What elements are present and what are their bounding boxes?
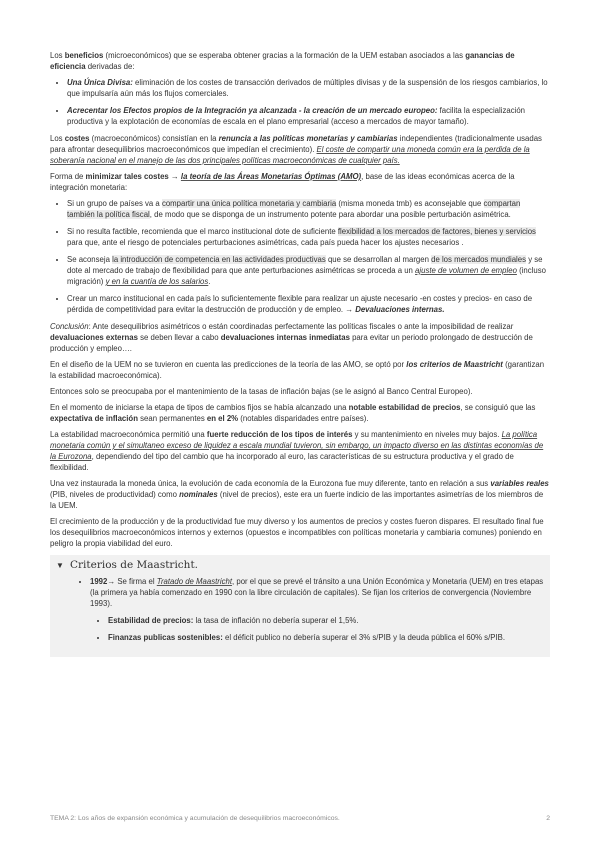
list-item — [67, 226, 550, 248]
text: Entonces solo se preocupaba por el mantenimiento de la tasas de inflación bajas (se le asignó al Banco Central Europeo). — [50, 387, 473, 396]
text: Los — [50, 134, 65, 143]
italic-text: Conclusión — [50, 322, 89, 331]
text: (garantizan la estabilidad macroeconómica). — [50, 360, 545, 380]
page-footer — [50, 813, 550, 824]
highlighted-text: flexibilidad a los mercados de factores, bienes y servicios — [337, 227, 536, 236]
text: (notables disparidades entre países). — [238, 414, 369, 423]
bold-text: costes — [64, 134, 90, 143]
text: La estabilidad macroeconómica permitió una — [50, 430, 207, 439]
underlined-italic-text: La política monetaria común y el simultaneo exceso de liquidez a escala mundial tuvieron, sin embargo, un impacto diverso en las distintas economías de la Eurozona — [50, 430, 544, 461]
bold-text: Finanzas publicas sostenibles: — [108, 633, 223, 642]
bold-text: expectativa de inflación — [50, 414, 138, 423]
text: (incluso migración) — [67, 266, 546, 286]
toggle-header[interactable] — [56, 557, 544, 573]
text: Una vez instaurada la moneda única, la evolución de cada economía de la Eurozona fue muy diferente, tanto en relación a sus — [50, 479, 491, 488]
text: eliminación de los costes de transacción derivados de múltiples divisas y de la suspensión de los riesgos cambiarios, lo que impulsaría aún más los flujos comerciales. — [67, 78, 548, 98]
forma-paragraph — [50, 171, 550, 193]
text: Los — [50, 51, 65, 60]
bold-text: minimizar tales costes — [85, 172, 169, 181]
crecimiento-paragraph — [50, 516, 550, 549]
text: En el momento de iniciarse la etapa de tipos de cambios fijos se había alcanzado una — [50, 403, 349, 412]
text: , dependiendo del tipo del cambio que ha incorporado al euro, las características de su estructura productiva y el grado de flexibilidad. — [50, 452, 514, 472]
amo-list — [50, 198, 550, 315]
text: → Se firma el — [107, 577, 157, 586]
text: , de modo que se disponga de un instrumento potente para abordar una posible perturbación asimétrica. — [149, 210, 511, 219]
diseno-paragraph — [50, 359, 550, 381]
criteria-list — [90, 615, 544, 643]
text: El crecimiento de la producción y de la productividad fue muy diverso y los aumentos de precios y costes fueron dispares. El resultado final fue los desequilibrios macroeconómicos internos y externos (opuestos e incompatibles con políticas monetaria y cambiaria comunes) poniendo en peligro la propia viabilidad del euro. — [50, 517, 544, 548]
text: , base de las ideas económicas acerca de la integración monetaria: — [50, 172, 515, 192]
bold-italic-text: nominales — [179, 490, 218, 499]
highlighted-text: compartir una única política monetaria y cambiaria — [161, 199, 337, 208]
list-item — [67, 105, 550, 127]
bold-italic-text: Acrecentar los Efectos propios de la Integración ya alcanzada - la creación de un mercado europeo: — [67, 106, 438, 115]
underlined-italic-text: El coste de compartir una moneda común era la perdida de la soberanía nacional en el manejo de las dos principales políticas macroeconómicas de cualquier país. — [50, 145, 530, 165]
text: se deben llevar a cabo — [137, 333, 221, 342]
bold-italic-text: variables reales — [490, 479, 549, 488]
text: para evitar un periodo prolongado de destrucción de producción y empleo…. — [50, 333, 533, 353]
maastricht-toggle-block — [50, 555, 550, 657]
entonces-paragraph — [50, 386, 550, 397]
italic-text: ajuste de volumen de empleo — [415, 266, 517, 275]
text: . — [208, 277, 211, 286]
text: que se desarrollan al margen — [325, 255, 432, 264]
highlighted-text: la introducción de competencia en las actividades productivas — [112, 255, 326, 264]
text: , por el que se prevé el tránsito a una Unión Económica y Monetaria (UEM) en tres etapas (la primera ya había comenzado en 1990 con la libre circulación de capitales). Se fijan los criterios de convergencia (Noviembre 1993). — [90, 577, 544, 608]
bold-text: 1992 — [90, 577, 108, 586]
text: Si no resulta factible, recomienda que el marco institucional dote de suficiente — [67, 227, 338, 236]
bold-italic-text: los criterios de Maastricht — [406, 360, 503, 369]
text: En el diseño de la UEM no se tuvieron en cuenta las predicciones de la teoría de las AMO, se optó por — [50, 360, 407, 369]
text: (PIB, niveles de productividad) como — [50, 490, 180, 499]
bold-text: devaluaciones internas inmediatas — [220, 333, 350, 342]
text: : Ante desequilibrios asimétricos o están coordinadas perfectamente las políticas fiscales o ante la imposibilidad de realizar — [88, 322, 514, 331]
underlined-italic-text: Tratado de Maastricht — [156, 577, 233, 586]
bold-italic-text: Una Única Divisa: — [67, 78, 133, 87]
text: para que, ante el riesgo de potenciales perturbaciones asimétricas, cada país pueda hacer los ajustes necesarios . — [67, 238, 464, 247]
moneda-unica-paragraph — [50, 478, 550, 511]
list-item — [67, 254, 550, 287]
momento-paragraph — [50, 402, 550, 424]
text: (nivel de precios), este era un fuerte indicio de las importantes asimetrías de los miembros de la UEM. — [50, 490, 544, 510]
bold-italic-text: Devaluaciones internas. — [355, 305, 445, 314]
conclusion-paragraph — [50, 321, 550, 354]
list-item — [67, 293, 550, 315]
text: Si un grupo de países va a — [67, 199, 162, 208]
list-item — [90, 576, 544, 643]
maastricht-list — [56, 576, 544, 643]
text: independientes (tradicionalmente usadas para afrontar desequilibrios macroeconómicos que impedían el crecimiento). — [50, 134, 542, 154]
benefits-list — [50, 77, 550, 127]
bold-text: fuerte reducción de los tipos de interés — [206, 430, 353, 439]
page-number: 2 — [546, 815, 550, 822]
triangle-down-icon[interactable]: ▼ — [56, 560, 64, 570]
text: y se dote al mercado de trabajo de flexibilidad para que ante perturbaciones asimétricas se proceda a un — [67, 255, 543, 275]
list-item — [67, 198, 550, 220]
text: facilita la especialización productiva y la explotación de economías de escala en el plano empresarial (acceso a mercados de mayor tamaño). — [67, 106, 526, 126]
text: y su mantenimiento en niveles muy bajos. — [352, 430, 502, 439]
document-body — [50, 50, 550, 657]
text: → — [168, 172, 181, 181]
text: (macroeconómicos) consistían en la — [89, 134, 219, 143]
text: la tasa de inflación no debería superar el 1,5%. — [193, 616, 359, 625]
estabilidad-paragraph — [50, 429, 550, 473]
bold-text: en el 2% — [206, 414, 239, 423]
list-item — [67, 77, 550, 99]
text: el déficit publico no debería superar el 3% s/PIB y la deuda pública el 60% s/PIB. — [222, 633, 505, 642]
bold-italic-text: renuncia a las políticas monetarias y cambiarias — [218, 134, 398, 143]
text: Forma de — [50, 172, 86, 181]
bold-italic-text: la teoría de las Áreas Monetarias Óptimas (AMO) — [180, 172, 362, 181]
list-item — [108, 632, 544, 643]
toggle-title: Criterios de Maastricht. — [70, 558, 198, 571]
bold-text: beneficios — [64, 51, 104, 60]
bold-text: devaluaciones externas — [50, 333, 138, 342]
text: sean permanentes — [137, 414, 207, 423]
bold-text: Estabilidad de precios: — [108, 616, 194, 625]
list-item — [108, 615, 544, 626]
bold-text: notable estabilidad de precios — [348, 403, 461, 412]
intro-paragraph — [50, 50, 550, 72]
italic-text: y en la cuantía de los salarios — [105, 277, 209, 286]
text: Se aconseja — [67, 255, 113, 264]
text: (microeconómicos) que se esperaba obtener gracias a la formación de la UEM estaban asociados a las — [103, 51, 466, 60]
bold-text: ganancias de eficiencia — [50, 51, 515, 71]
footer-title: TEMA 2: Los años de expansión económica y acumulación de desequilibrios macroeconómicos. — [50, 815, 340, 822]
costs-paragraph — [50, 133, 550, 166]
highlighted-text: de los mercados mundiales — [431, 255, 527, 264]
text: , se consiguió que las — [460, 403, 536, 412]
highlighted-text: compartan también la política fiscal — [67, 199, 521, 219]
text: (misma moneda tmb) es aconsejable que — [336, 199, 484, 208]
text: derivadas de: — [85, 62, 135, 71]
text: Crear un marco institucional en cada país lo suficientemente flexible para realizar un ajuste necesario -en costes y precios- en caso de pérdida de competitividad para evitar la destrucción de producción y de empleo. → — [67, 294, 533, 314]
